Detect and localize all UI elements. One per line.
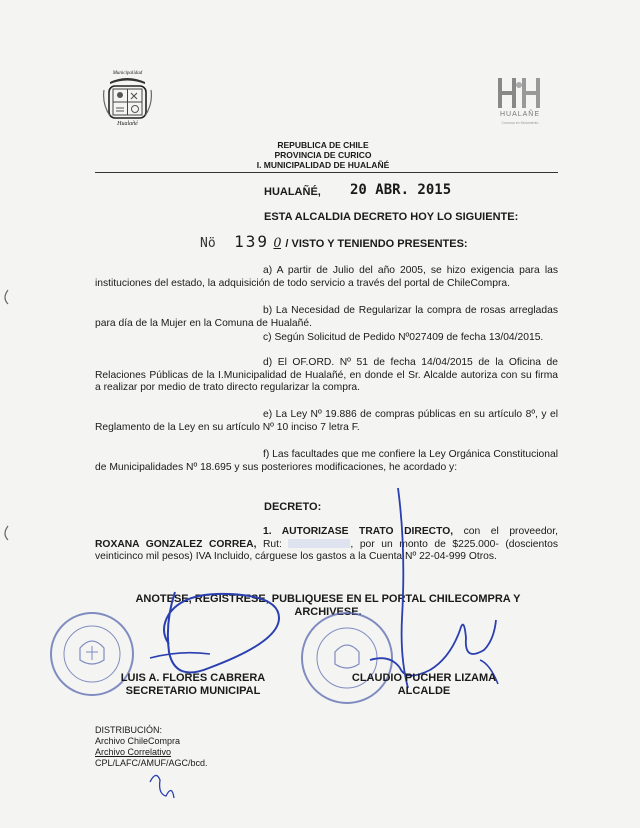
consideration-e: e) La Ley Nº 19.886 de compras públicas en su artículo 8º, y el Reglamento de la Ley en su artículo Nº 10 inciso 7 letra F. [95,409,558,433]
crest-bottom-text: Hualañé [117,121,138,127]
closing-statement: ANOTESE, REGISTRESE, PUBLIQUESE EN EL PORTAL CHILECOMPRA Y ARCHIVESE. [135,593,521,618]
consideration-d: d) El OF.ORD. Nº 51 de fecha 14/04/2015 de la Oficina de Relaciones Públicas de la I.Municipalidad de Hualañé, en donde el Sr. Alcalde autoriza con su firma a realizar por medio de trato directo regularizar la compra. [95,357,558,394]
consideration-b: b) La Necesidad de Regularizar la compra de rosas arregladas para día de la Mujer en la Comuna de Hualañé. [95,305,558,329]
brand-wordmark: HUALAÑE [499,111,541,118]
consideration-a: a) A partir de Julio del año 2005, se hizo exigencia para las instituciones del estado, la adquisición de todo servicio a través del portal de ChileCompra. [95,265,558,289]
decree-visto-label: / VISTO Y TENIENDO PRESENTES: [285,238,468,250]
distribution-item: Archivo ChileCompra [95,736,181,746]
article-1: 1. AUTORIZASE TRATO DIRECTO, con el proveedor, ROXANA GONZALEZ CORREA, Rut: , por un monto de $225.000- (doscientos veinticinco mil pesos) IVA Incluido, cárguese los gastos a la Cuenta Nº 22-04-999 Otros. [95,526,558,563]
intro-heading: ESTA ALCALDIA DECRETO HOY LO SIGUIENTE: [264,211,519,223]
decree-number-stamp: 139 [234,232,270,251]
distribution-item: Archivo Correlativo [95,747,172,757]
rut-redacted [288,539,350,548]
header-republic: REPUBLICA DE CHILE [277,140,369,150]
decree-number-handwritten: 0 [273,235,281,251]
hh-monogram-icon [492,76,548,110]
header-divider [95,172,558,173]
consideration-c: c) Según Solicitud de Pedido Nº027409 de fecha 13/04/2015. [263,332,544,343]
distribution-title: DISTRIBUCIÓN: [95,725,163,735]
decree-number-prefix: Nö [200,236,216,251]
mayor-title: ALCALDE [397,685,451,697]
consideration-f: f) Las facultades que me confiere la Ley Orgánica Constitucional de Municipalidades Nº 18.695 y sus posteriores modificaciones, he acordado y: [95,449,558,473]
header-province: PROVINCIA DE CURICO [274,150,372,160]
brand-tagline: Comuna en Movimiento [501,121,539,125]
hualane-brand-logo [492,76,548,136]
mayor-name: CLAUDIO PUCHER LIZAMA [351,672,497,684]
municipal-crest-logo [100,72,155,134]
secretary-title: SECRETARIO MUNICIPAL [125,685,261,697]
decree-number-line [200,232,468,252]
crest-top-text: Municipalidad [112,71,143,76]
decreto-heading: DECRETO: [264,501,322,513]
distribution-item: CPL/LAFC/AMUF/AGC/bcd. [95,758,208,768]
article-1-lead: 1. AUTORIZASE TRATO DIRECTO, [263,526,454,537]
provider-name: ROXANA GONZALEZ CORREA, [95,538,257,550]
header-municipality: I. MUNICIPALIDAD DE HUALAÑÉ [256,160,390,170]
date-stamp: 20 ABR. 2015 [350,182,452,198]
place-label: HUALAÑÉ, [264,186,321,198]
secretary-name: LUIS A. FLORES CABRERA [120,672,266,684]
